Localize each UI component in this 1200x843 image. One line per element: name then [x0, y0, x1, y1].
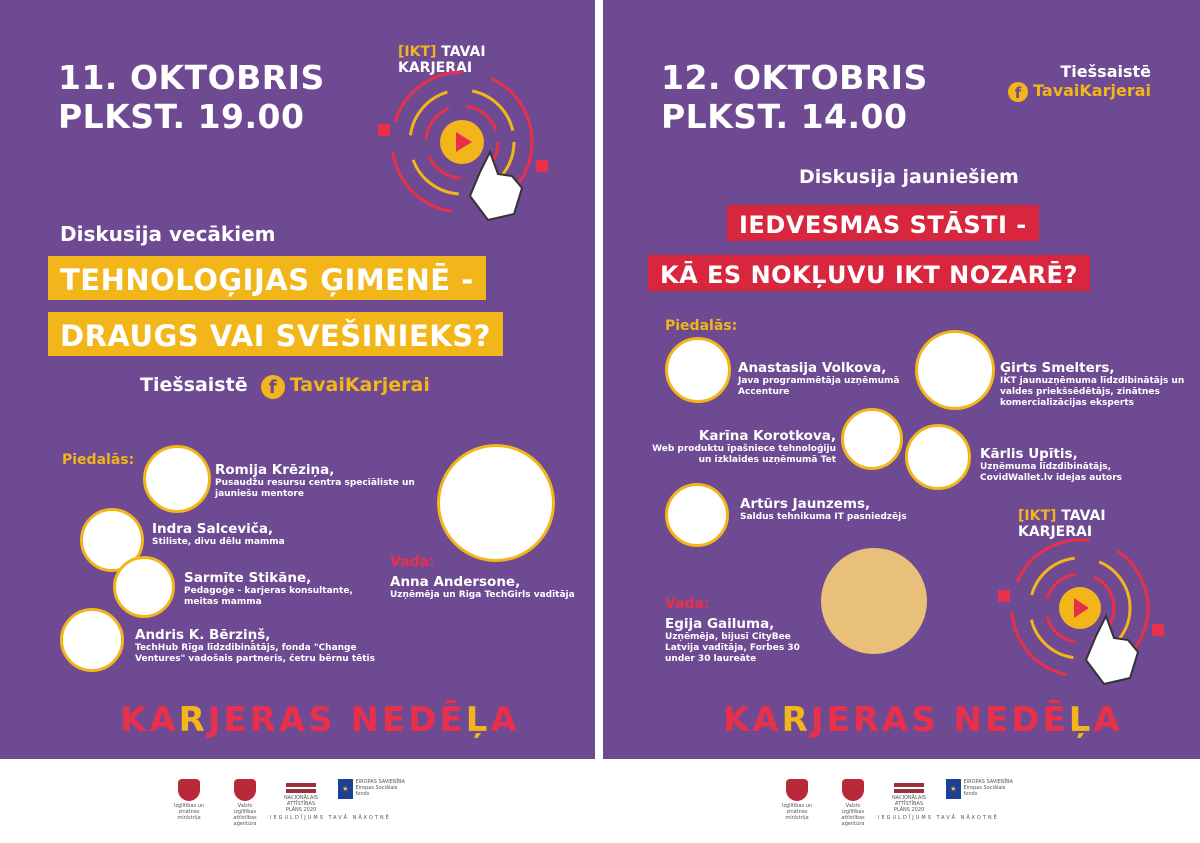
ministry-logo: [170, 779, 208, 821]
host-item: [390, 574, 580, 601]
footer-logos: [0, 759, 595, 843]
participant-item: [643, 428, 836, 466]
participant-name: Indra Salceviča,: [152, 521, 274, 537]
badge-ikt: [IKT]: [1018, 508, 1057, 524]
facebook-icon: f: [1008, 82, 1028, 102]
event-subtitle: Diskusija vecākiem: [60, 222, 276, 246]
logo-caption: Valsts izglītības attīstības aģentūra: [233, 803, 257, 827]
brand-part: R: [178, 700, 208, 740]
event-subtitle: Diskusija jauniešiem: [799, 166, 1019, 188]
participant-name: Andris K. Bērziņš,: [135, 627, 271, 643]
facebook-icon: f: [261, 375, 285, 399]
participant-item: [980, 446, 1160, 484]
footer-tagline: IEGULDĪJUMS TAVĀ NĀKOTNĒ: [270, 815, 391, 821]
participant-name: Romija Krēziņa,: [215, 462, 335, 478]
host-desc: Uzņēmēja, bijusī CityBee Latvija vadītāja, Forbes 30 under 30 laureāte: [665, 632, 800, 664]
participant-desc: Uzņēmuma līdzdibinātājs, CovidWallet.lv idejas autors: [980, 462, 1122, 483]
crest-icon: [786, 779, 808, 801]
karjeras-nedela-logo: [120, 700, 520, 740]
logo-caption: NACIONĀLAIS ATTĪSTĪBAS PLĀNS 2020: [283, 795, 319, 813]
logo-caption: Izglītības un zinātnes ministrija: [173, 803, 205, 821]
online-handle[interactable]: TavaiKarjerai: [1033, 81, 1151, 100]
host-desc: Uzņēmēja un Riga TechGirls vadītāja: [390, 590, 575, 600]
agency-logo: [226, 779, 264, 827]
host-name: Egija Gailuma,: [665, 616, 775, 632]
crest-icon: [178, 779, 200, 801]
participant-desc: Java programmētāja uzņēmumā Accenture: [738, 376, 900, 397]
participant-name: Anastasija Volkova,: [738, 360, 887, 376]
play-target-icon: [988, 530, 1178, 695]
avatar: [665, 337, 731, 403]
avatar: [113, 556, 175, 618]
host-avatar: [437, 444, 555, 562]
event-date: [58, 58, 325, 136]
event-date: [661, 58, 928, 136]
headline-line1: IEDVESMAS STĀSTI -: [727, 205, 1039, 241]
host-item: [665, 616, 825, 665]
flag-icon: [286, 783, 316, 793]
karjeras-nedela-logo: [723, 700, 1123, 740]
online-handle[interactable]: TavaiKarjerai: [289, 374, 430, 396]
participant-desc: Pusaudžu resursu centra speciāliste un jauniešu mentore: [215, 478, 415, 499]
host-label: Vada:: [665, 596, 710, 612]
eu-flag-icon: ★: [338, 779, 353, 799]
participant-item: [152, 521, 362, 548]
participant-desc: TechHub Rīga līdzdibinātājs, fonda "Change Ventures" vadošais partneris, četru bērnu tētis: [135, 643, 375, 664]
participant-name: Artūrs Jaunzems,: [740, 496, 871, 512]
participant-name: Ģirts Smelters,: [1000, 360, 1115, 376]
brand-part: JERAS NEDĒ: [207, 700, 466, 740]
participant-desc: Pedagoģe - karjeras konsultante, meitas mamma: [184, 586, 353, 607]
poster-parents: [0, 0, 595, 843]
brand-part: Ļ: [465, 700, 491, 740]
crest-icon: [842, 779, 864, 801]
participant-desc: Stiliste, divu dēlu mamma: [152, 537, 285, 547]
avatar: [915, 330, 995, 410]
avatar: [143, 445, 211, 513]
eu-logo: [338, 779, 408, 799]
brand-part: JERAS NEDĒ: [810, 700, 1069, 740]
participants-label: Piedalās:: [665, 318, 738, 334]
headline-line1: TEHNOLOĢIJAS ĢIMENĒ -: [48, 256, 486, 300]
nap-logo: [282, 779, 320, 813]
brand-part: R: [781, 700, 811, 740]
brand-part: A: [490, 700, 520, 740]
logo-caption: Valsts izglītības attīstības aģentūra: [841, 803, 865, 827]
participant-item: [184, 570, 364, 608]
online-label: Tiešsaistē: [140, 374, 248, 396]
eu-flag-icon: ★: [946, 779, 961, 799]
crest-icon: [234, 779, 256, 801]
date-text: 12. OKTOBRIS: [661, 58, 928, 97]
logo-caption: EIROPAS SAVIENĪBA Eiropas Sociālais fonds: [355, 779, 405, 797]
badge-tavai: TAVAI: [1061, 508, 1106, 524]
badge-karjerai: KARJERAI: [1018, 524, 1093, 540]
agency-logo: [834, 779, 872, 827]
badge-tavai: TAVAI: [441, 44, 486, 60]
poster-youth: [603, 0, 1200, 843]
online-label: Tiešsaistē: [1060, 62, 1151, 81]
logo-caption: Izglītības un zinātnes ministrija: [781, 803, 813, 821]
time-text: PLKST. 14.00: [661, 97, 908, 136]
brand-part: Ļ: [1068, 700, 1094, 740]
avatar: [665, 483, 729, 547]
logo-caption: EIROPAS SAVIENĪBA Eiropas Sociālais fonds: [963, 779, 1013, 797]
date-text: 11. OKTOBRIS: [58, 58, 325, 97]
participants-label: Piedalās:: [62, 452, 135, 468]
host-label: Vada:: [390, 554, 435, 570]
ministry-logo: [778, 779, 816, 821]
online-link[interactable]: [1003, 62, 1151, 102]
avatar: [841, 408, 903, 470]
brand-part: KA: [120, 700, 179, 740]
headline-line2: KĀ ES NOKĻUVU IKT NOZARĒ?: [648, 255, 1090, 291]
brand-part: A: [1093, 700, 1123, 740]
host-name: Anna Andersone,: [390, 574, 521, 590]
participant-desc: IKT jaunuzņēmuma līdzdibinātājs un valdes priekšsēdētājs, zinātnes komercializācijas eksperts: [1000, 376, 1185, 408]
host-avatar: [821, 548, 927, 654]
brand-part: KA: [723, 700, 782, 740]
avatar: [905, 424, 971, 490]
participant-item: [1000, 360, 1190, 409]
participant-name: Kārlis Upītis,: [980, 446, 1078, 462]
participant-item: [738, 360, 938, 398]
badge-ikt: [IKT]: [398, 44, 437, 60]
footer-tagline: IEGULDĪJUMS TAVĀ NĀKOTNĒ: [878, 815, 999, 821]
eu-logo: [946, 779, 1016, 799]
participant-desc: Saldus tehnikuma IT pasniedzējs: [740, 512, 907, 522]
participant-item: [740, 496, 940, 523]
participant-item: [215, 462, 425, 500]
footer-logos: [603, 759, 1200, 843]
participant-item: [135, 627, 375, 665]
poster-divider: [595, 0, 603, 843]
time-text: PLKST. 19.00: [58, 97, 305, 136]
participant-name: Karīna Korotkova,: [698, 428, 836, 444]
badge-karjerai: KARJERAI: [398, 60, 473, 76]
nap-logo: [890, 779, 928, 813]
play-target-icon: [370, 62, 560, 232]
logo-caption: NACIONĀLAIS ATTĪSTĪBAS PLĀNS 2020: [891, 795, 927, 813]
avatar: [60, 608, 124, 672]
participant-desc: Web produktu īpašniece tehnoloģiju un izklaides uzņēmumā Tet: [652, 444, 836, 465]
online-link[interactable]: [140, 374, 430, 399]
flag-icon: [894, 783, 924, 793]
participant-name: Sarmīte Stikāne,: [184, 570, 312, 586]
headline-line2: DRAUGS VAI SVEŠINIEKS?: [48, 312, 503, 356]
